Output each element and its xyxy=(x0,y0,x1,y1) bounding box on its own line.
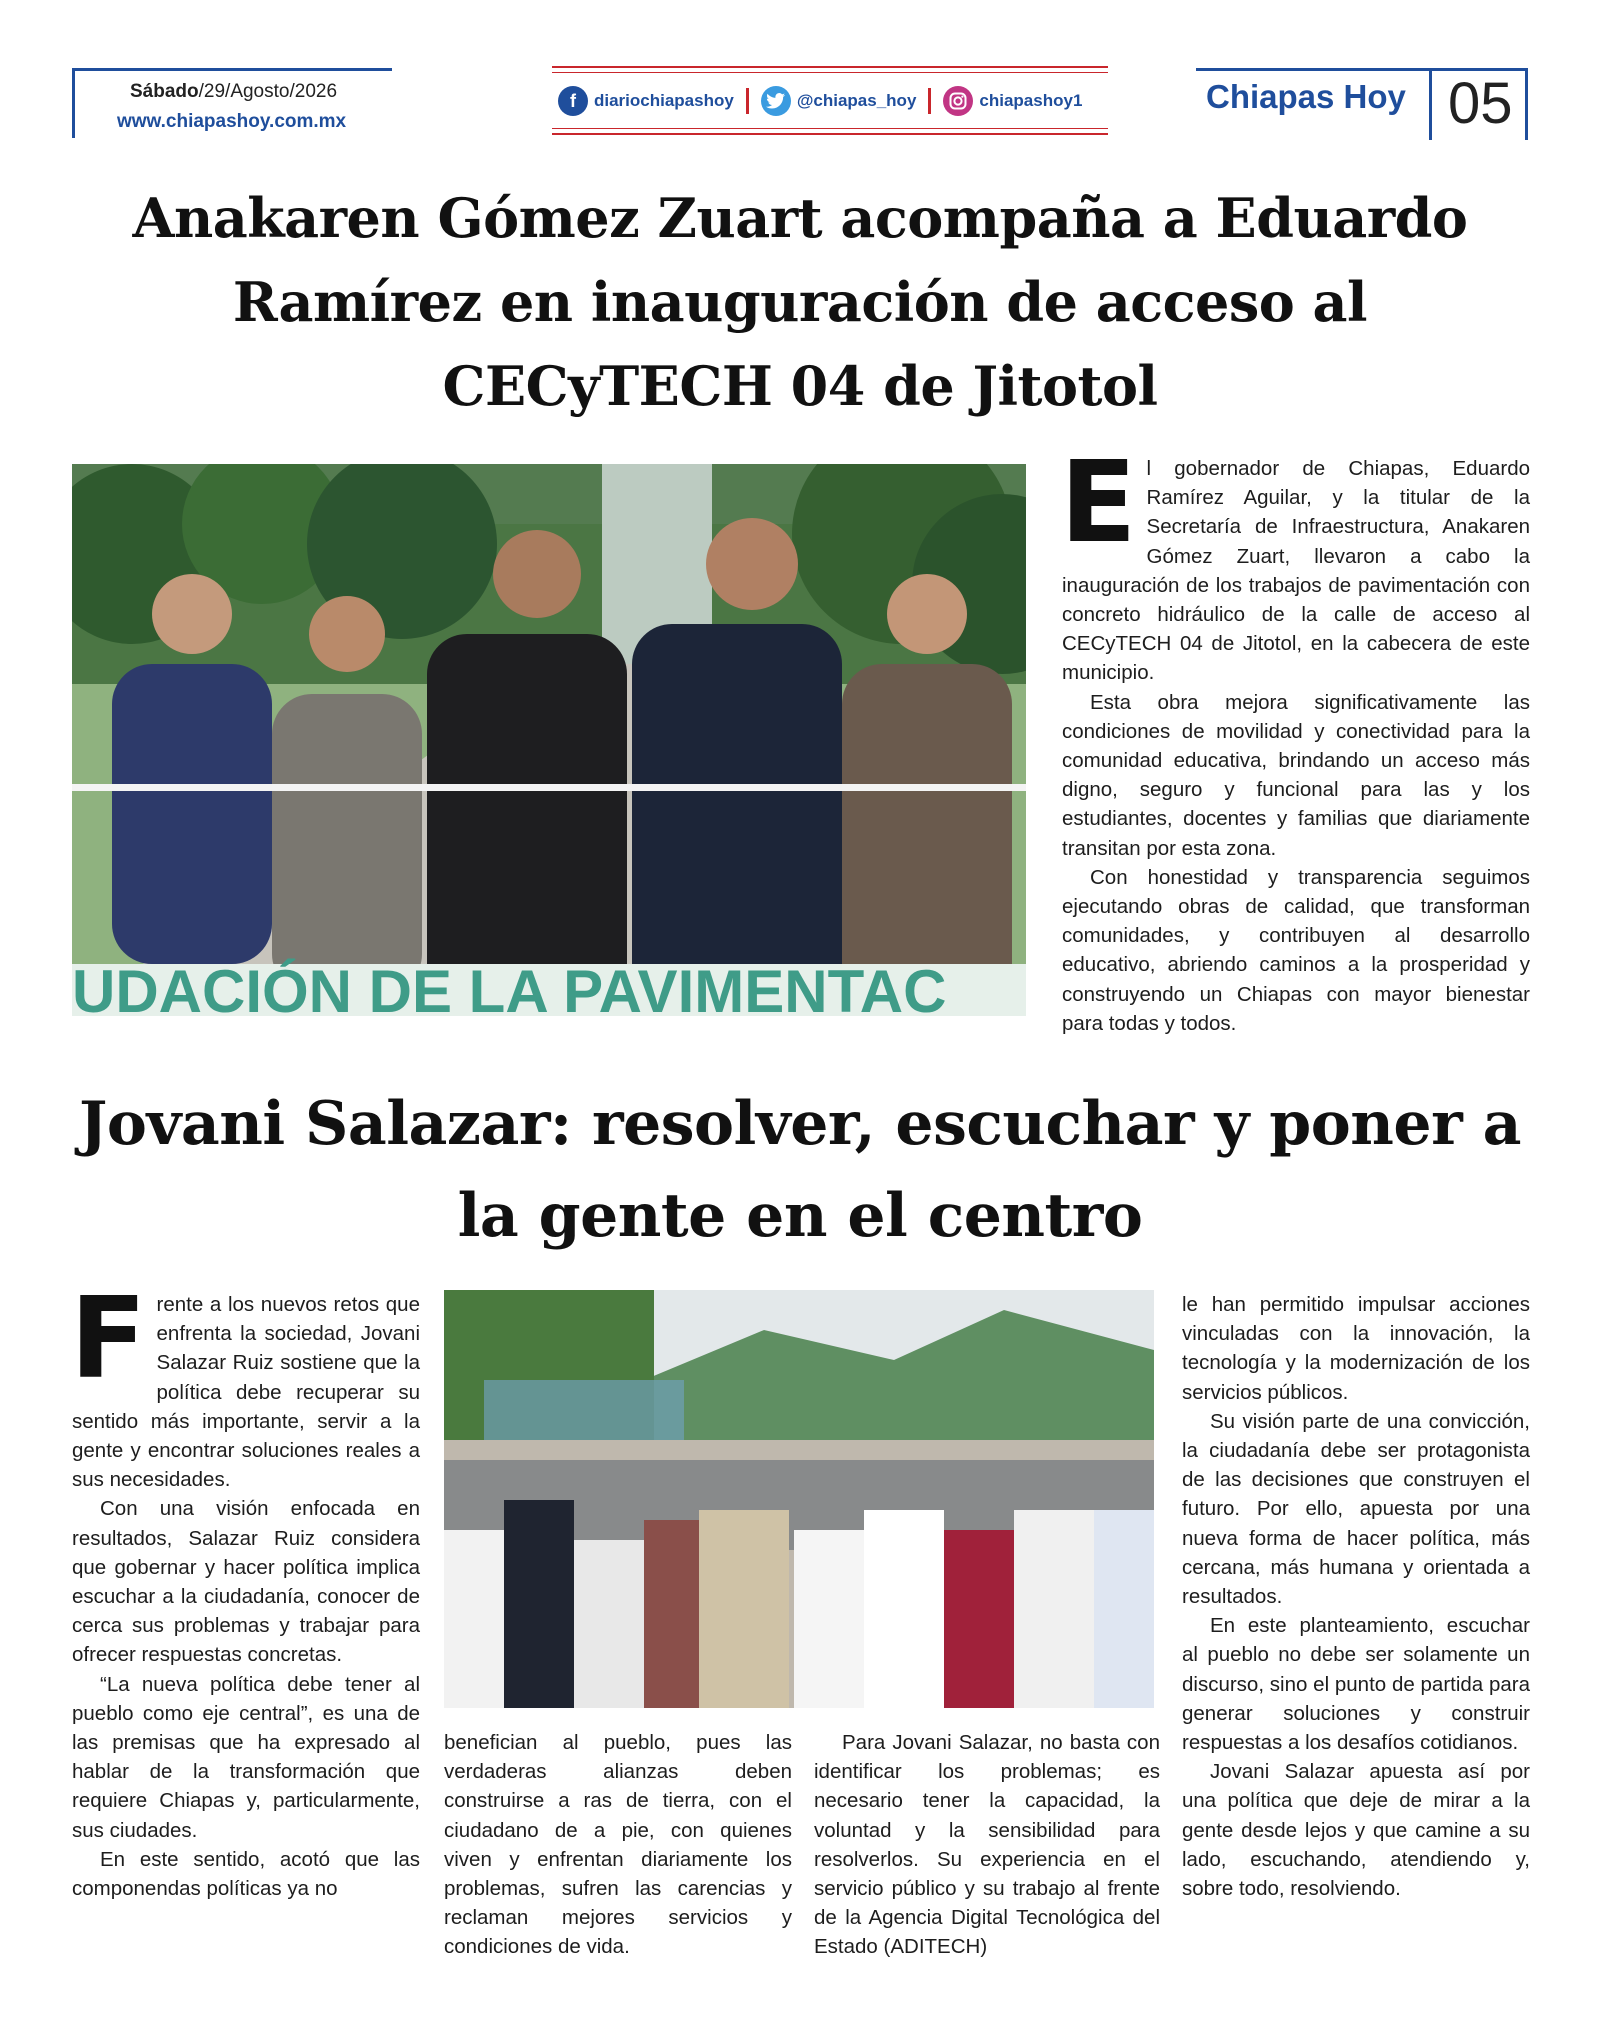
divider xyxy=(552,128,1108,129)
instagram-handle: chiapashoy1 xyxy=(979,91,1083,110)
issue-day: Sábado xyxy=(130,81,199,102)
article1-paragraph-1 xyxy=(1060,438,1530,688)
article1-paragraph-1-text: l gobernador de Chiapas, Eduardo Ramírez Aguilar, y la titular de la Secretaría de Infraestructura, Anakaren Gómez Zuart, llevaron a cabo la inauguración de los trabajos de pavimentación con concreto hidráulico de la calle de acceso al CECyTECH 04 de Jitotol, en la cabecera de este municipio. xyxy=(1062,457,1530,685)
photo-banner-text: UDACIÓN DE LA PAVIMENTAC xyxy=(72,958,947,1016)
facebook-handle: diariochiapashoy xyxy=(594,91,734,110)
article2-paragraph-2: Con una visión enfocada en resultados, Salazar Ruiz considera que gobernar y hacer política implica escuchar a la ciudadanía, conocer de cerca sus problemas y trabajar para ofrecer respuestas concretas. xyxy=(72,1497,420,1667)
divider xyxy=(72,68,75,138)
issue-date xyxy=(130,81,337,103)
social-facebook[interactable] xyxy=(558,86,734,116)
article2-column-4 xyxy=(1182,1290,1530,1903)
article1-paragraph-2: Esta obra mejora significativamente las condiciones de movilidad y conectividad para la comunidad educativa, brindando un acceso más digno, seguro y funcional para las y los estudiantes, docentes y familias que diariamente transitan por esta zona. xyxy=(1062,690,1530,860)
article2-column-1 xyxy=(70,1274,420,1903)
article2-paragraph-1-text: rente a los nuevos retos que enfrenta la sociedad, Jovani Salazar Ruiz sostiene que la política debe recuperar su sentido más importante, servir a la gente y encontrar soluciones reales a sus necesidades. xyxy=(72,1293,420,1492)
divider xyxy=(1429,68,1432,140)
social-twitter[interactable] xyxy=(761,86,917,116)
article2-paragraph-10: Jovani Salazar apuesta así por una política que deje de mirar a la gente desde lejos y que camine a su lado, escuchando, atendiendo y, sobre todo, resolviendo. xyxy=(1182,1760,1530,1901)
social-bar xyxy=(552,66,1108,136)
issue-date-text: /29/Agosto/2026 xyxy=(198,81,338,102)
article2-paragraph-6: Para Jovani Salazar, no basta con identificar los problemas; es necesario tener la capacidad, la voluntad y la sensibilidad para resolverlos. Su experiencia en el servicio público y su trabajo al frente de la Agencia Digital Tecnológica del Estado (ADITECH) xyxy=(814,1731,1160,1959)
article2-paragraph-1 xyxy=(70,1274,420,1494)
article1-photo xyxy=(72,464,1026,1016)
article2-paragraph-4: En este sentido, acotó que las componendas políticas ya no xyxy=(72,1847,420,1901)
article1-dropcap: E xyxy=(1060,438,1137,568)
article1-paragraph-3: Con honestidad y transparencia seguimos ejecutando obras de calidad, que transforman comunidades, y contribuyen al desarrollo educativo, abriendo caminos a la prosperidad y construyendo un Chiapas con mayor bienestar para todas y todos. xyxy=(1062,865,1530,1035)
divider xyxy=(552,66,1108,68)
article2-headline: Jovani Salazar: resolver, escuchar y poner a la gente en el centro xyxy=(79,1089,1521,1251)
article1-body xyxy=(1060,438,1530,1038)
social-instagram[interactable] xyxy=(943,86,1082,116)
section-name: Chiapas Hoy xyxy=(1206,78,1406,115)
instagram-icon xyxy=(943,86,973,116)
facebook-icon: f xyxy=(558,86,588,116)
date-block xyxy=(72,68,392,138)
article2-paragraph-5: benefician al pueblo, pues las verdaderas alianzas deben construirse a ras de tierra, con el ciudadano de a pie, con quienes viven y enfrentan diariamente los problemas, sufren las carencias y reclaman mejores servicios y condiciones de vida. xyxy=(444,1731,792,1959)
photo-crowd xyxy=(444,1460,1154,1708)
divider xyxy=(928,88,931,114)
article2-paragraph-9: En este planteamiento, escuchar al pueblo no debe ser solamente un discurso, sino el punto de partida para generar soluciones y construir respuestas a los desafíos cotidianos. xyxy=(1182,1614,1530,1755)
twitter-handle: @chiapas_hoy xyxy=(796,91,917,110)
article2-column-2 xyxy=(444,1728,792,1962)
divider xyxy=(72,68,392,71)
website-link[interactable]: www.chiapashoy.com.mx xyxy=(117,111,347,132)
article2-paragraph-8: Su visión parte de una convicción, la ciudadanía debe ser protagonista de las decisiones que construyen el futuro. Por ello, apuesta por una nueva forma de hacer política, más cercana, más humana y orientada a resultados. xyxy=(1182,1409,1530,1609)
divider xyxy=(746,88,749,114)
section-block xyxy=(1196,68,1528,140)
article2-photo xyxy=(444,1290,1154,1708)
twitter-bird-icon xyxy=(761,86,791,116)
article2-column-3 xyxy=(814,1728,1160,1962)
article2-paragraph-3: “La nueva política debe tener al pueblo como eje central”, es una de las premisas que ha expresado al hablar de la transformación que requiere Chiapas y, particularmente, sus ciudades. xyxy=(72,1672,420,1842)
page-number: 05 xyxy=(1448,71,1513,136)
article2-paragraph-7: le han permitido impulsar acciones vinculadas con la innovación, la tecnología y la modernización de los servicios públicos. xyxy=(1182,1293,1530,1404)
article2-dropcap: F xyxy=(70,1274,147,1404)
divider xyxy=(552,72,1108,73)
divider xyxy=(1525,68,1528,140)
article1-headline: Anakaren Gómez Zuart acompaña a Eduardo Ramírez en inauguración de acceso al CECyTECH 04 de Jitotol xyxy=(132,186,1468,418)
divider xyxy=(552,133,1108,135)
